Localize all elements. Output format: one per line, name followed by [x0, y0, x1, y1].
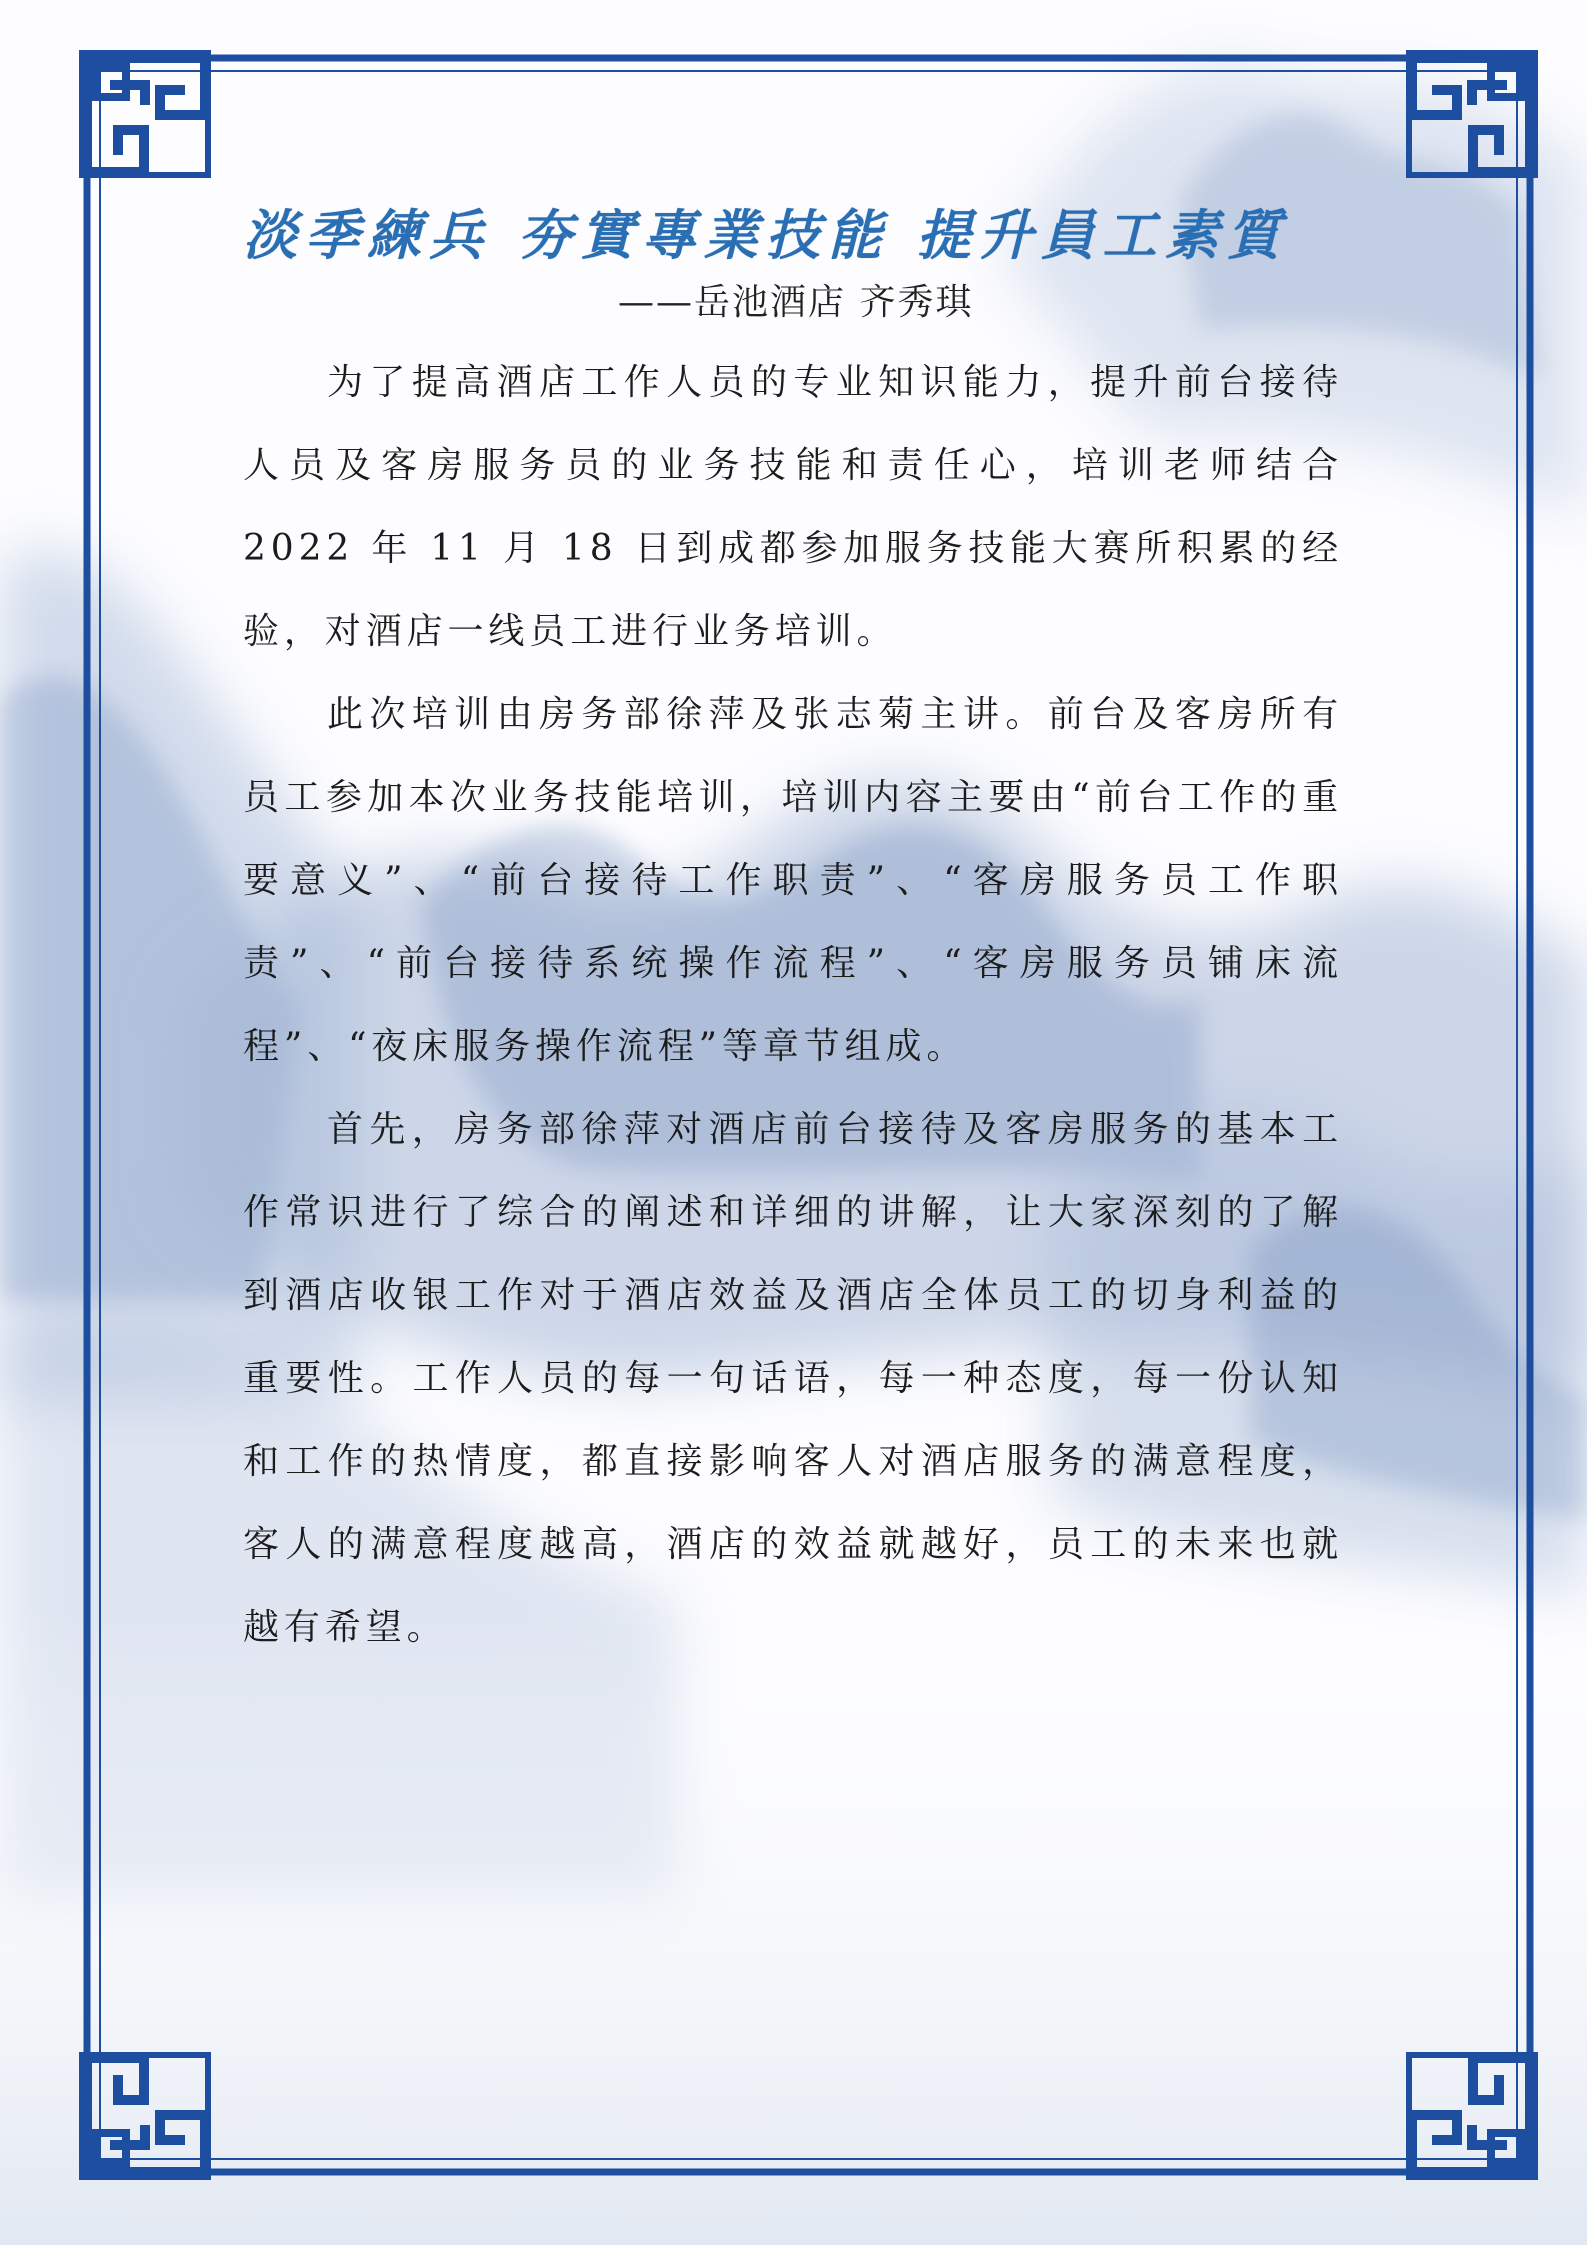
- article-content: [243, 195, 1343, 1669]
- article-paragraph-2: 此次培训由房务部徐萍及张志菊主讲。前台及客房所有员工参加本次业务技能培训，培训内容主要由“前台工作的重要意义”、“前台接待工作职责”、“客房服务员工作职责”、“前台接待系统操作流程”、“客房服务员铺床流程”、“夜床服务操作流程”等章节组成。: [243, 694, 1343, 1067]
- article-author-byline: ——岳池酒店 齐秀琪: [618, 282, 974, 323]
- article-paragraph-1: 为了提高酒店工作人员的专业知识能力，提升前台接待人员及客房服务员的业务技能和责任心，培训老师结合 2022 年 11 月 18 日到成都参加服务技能大赛所积累的经验，对酒店一线员工进行业务培训。: [243, 362, 1343, 652]
- article-title: 淡季練兵 夯實專業技能 提升員工素質: [243, 203, 1289, 267]
- article-paragraph-3: 首先，房务部徐萍对酒店前台接待及客房服务的基本工作常识进行了综合的阐述和详细的讲解，让大家深刻的了解到酒店收银工作对于酒店效益及酒店全体员工的切身利益的重要性。工作人员的每一句话语，每一种态度，每一份认知和工作的热情度，都直接影响客人对酒店服务的满意程度，客人的满意程度越高，酒店的效益就越好，员工的未来也就越有希望。: [243, 1109, 1343, 1648]
